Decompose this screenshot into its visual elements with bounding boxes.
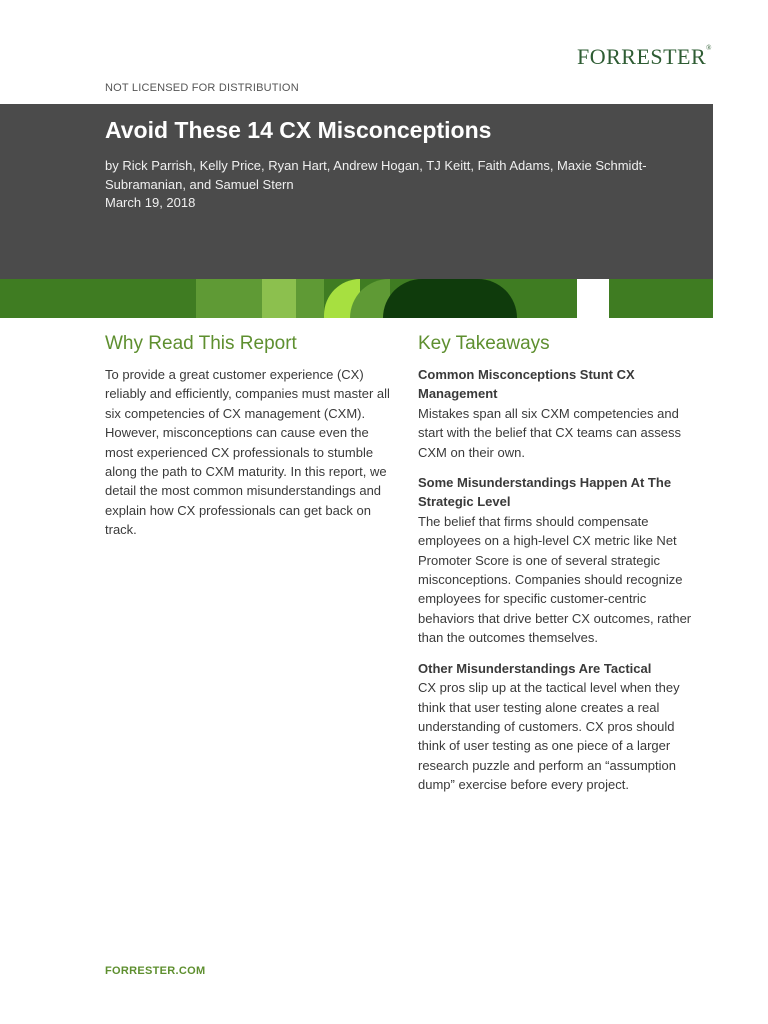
report-title: Avoid These 14 CX Misconceptions [105, 117, 492, 143]
key-takeaways-heading: Key Takeaways [418, 333, 550, 354]
key-takeaways-section [418, 333, 703, 806]
takeaway-item [418, 473, 703, 648]
footer-site-link[interactable]: FORRESTER.COM [105, 965, 206, 977]
license-notice: NOT LICENSED FOR DISTRIBUTION [105, 82, 299, 94]
takeaway-title: Common Misconceptions Stunt CX Management [418, 367, 635, 402]
takeaway-item [418, 365, 703, 462]
takeaway-item [418, 659, 703, 795]
takeaway-body: The belief that firms should compensate employees on a high-level CX metric like Net Promoter Score is one of several strategic misconceptions. Companies should recognize employees for specific customer-centric behaviors that drive better CX outcomes, rather than the outcomes themselves. [418, 513, 692, 646]
takeaway-title: Some Misunderstandings Happen At The Strategic Level [418, 475, 672, 510]
takeaway-body: CX pros slip up at the tactical level when they think that user testing alone creates a real understanding of customers. CX pros should think of user testing as one piece of a larger research puzzle and perform an “assumption dump” exercise before every project. [418, 680, 680, 793]
takeaway-title: Other Misunderstandings Are Tactical [418, 660, 652, 676]
why-read-section [105, 333, 392, 540]
report-authors: by Rick Parrish, Kelly Price, Ryan Hart, Andrew Hogan, TJ Keitt, Faith Adams, Maxie Schmidt-Subramanian, and Samuel Stern [105, 158, 647, 192]
logo-text: FORRESTER [576, 44, 707, 69]
why-read-body: To provide a great customer experience (CX) reliably and efficiently, companies must master all six competencies of CX management (CXM). However, misconceptions can cause even the most experienced CX professionals to stumble along the path to CXM maturity. In this report, we detail the most common misunderstandings and explain how CX professionals can get back on track. [105, 367, 390, 538]
decorative-green-stripe [0, 279, 713, 318]
forrester-logo [577, 44, 712, 70]
takeaway-body: Mistakes span all six CXM competencies and start with the belief that CX teams can assess CXM on their own. [418, 405, 682, 460]
registered-mark: ® [706, 44, 712, 52]
why-read-heading: Why Read This Report [105, 333, 297, 354]
report-date: March 19, 2018 [105, 195, 196, 210]
